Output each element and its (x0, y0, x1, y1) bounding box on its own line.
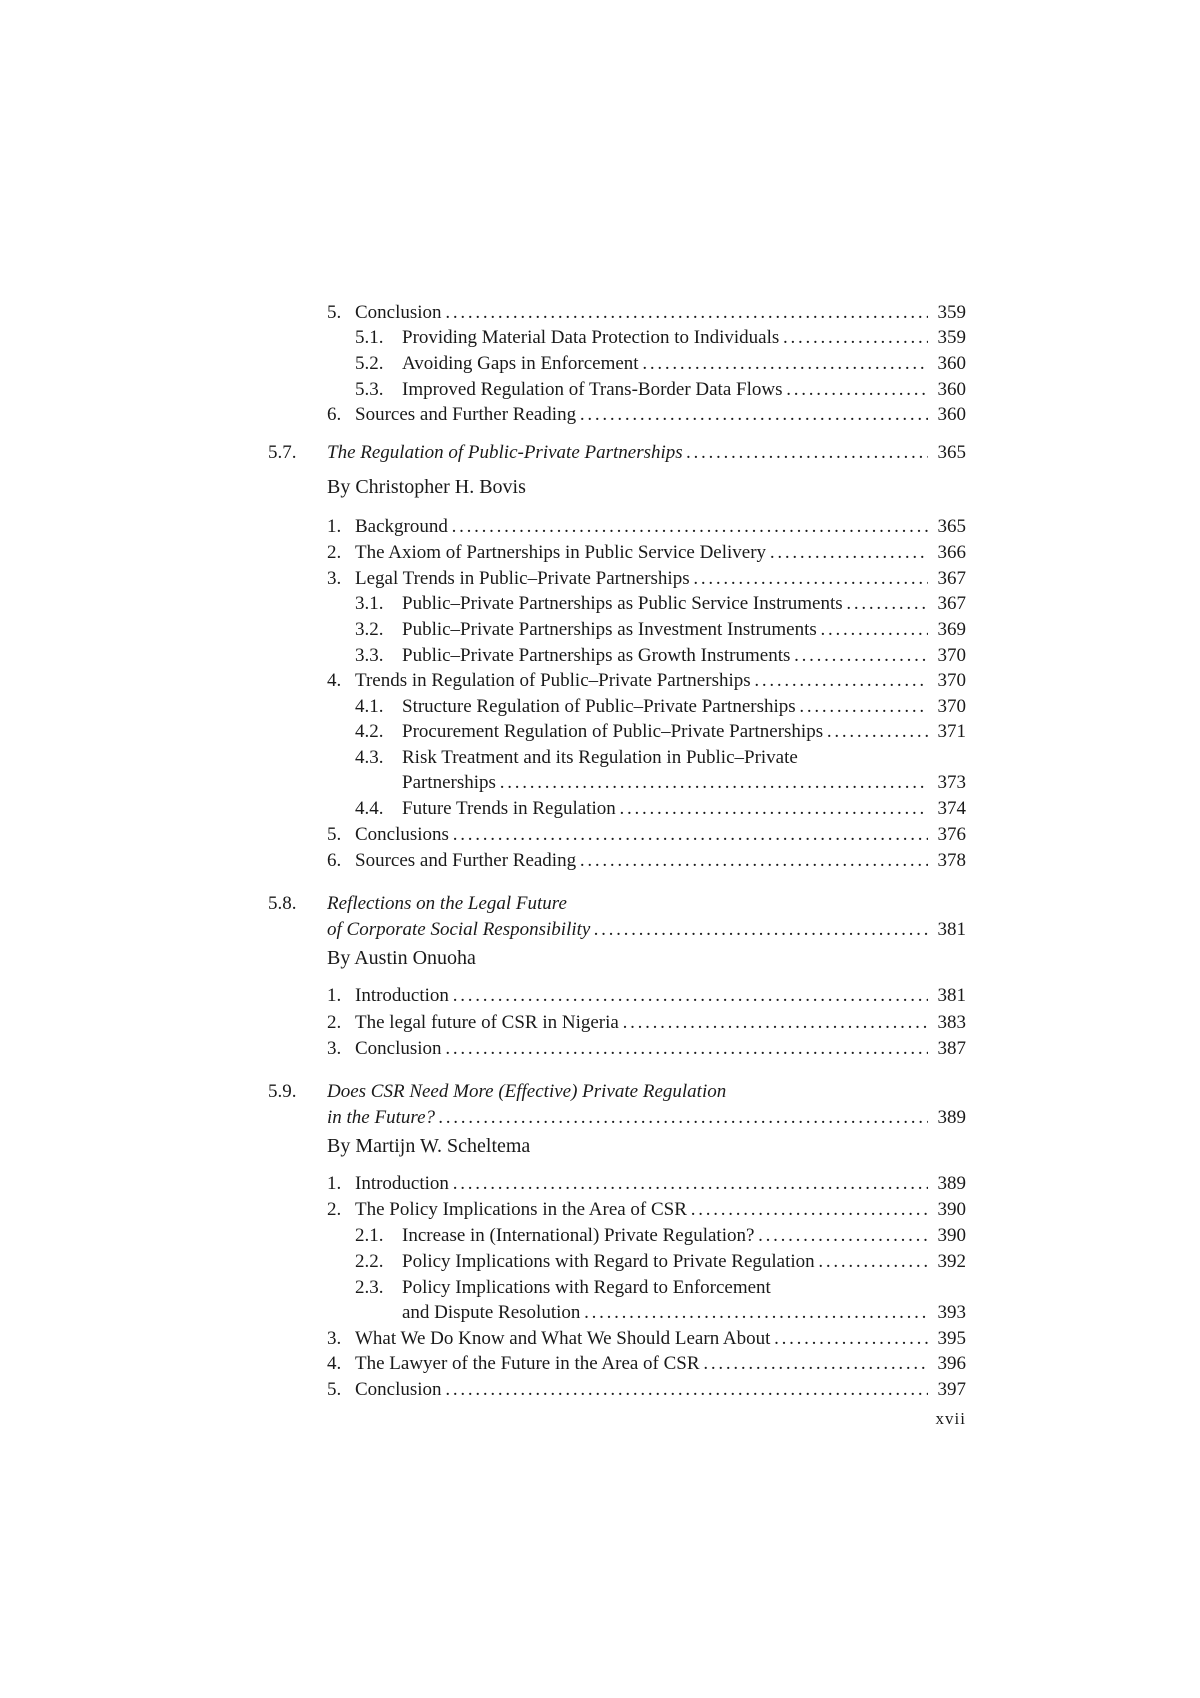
toc-entry[interactable] (0, 514, 1200, 540)
toc-entry[interactable] (0, 540, 1200, 566)
toc-entry[interactable] (0, 822, 1200, 848)
entry-title: Conclusion . . . (355, 1377, 928, 1403)
entry-page: 366 (937, 542, 966, 563)
entry-title: Avoiding Gaps in Enforcement . . . (402, 351, 928, 377)
entry-number: 4.1. (355, 696, 384, 717)
entry-title: What We Do Know and What We Should Learn About . . . (355, 1326, 928, 1352)
chapter-page: 389 (937, 1107, 966, 1128)
entry-number: 6. (327, 850, 342, 871)
entry-page: 390 (937, 1225, 966, 1246)
toc-entry[interactable] (0, 325, 1200, 351)
entry-number: 3.2. (355, 619, 384, 640)
entry-number: 5.3. (355, 379, 384, 400)
entry-title: The Lawyer of the Future in the Area of CSR . . . (355, 1351, 928, 1377)
toc-entry[interactable] (0, 719, 1200, 745)
entry-number: 2.1. (355, 1225, 384, 1246)
entry-page: 387 (937, 1038, 966, 1059)
entry-number: 3.1. (355, 593, 384, 614)
entry-title-continuation: and Dispute Resolution . . . (402, 1300, 928, 1326)
entry-number: 2. (327, 542, 342, 563)
chapter-page: 365 (937, 442, 966, 463)
entry-number: 4.3. (355, 747, 384, 768)
entry-number: 4.2. (355, 721, 384, 742)
entry-number: 2.2. (355, 1251, 384, 1272)
entry-title: Structure Regulation of Public–Private Partnerships . . . (402, 694, 928, 720)
toc-entry[interactable] (0, 1275, 1200, 1301)
entry-page: 381 (937, 985, 966, 1006)
entry-page: 390 (937, 1199, 966, 1220)
toc-entry-continuation (0, 770, 1200, 796)
entry-title: Policy Implications with Regard to Private Regulation . . . (402, 1249, 928, 1275)
entry-page: 370 (937, 670, 966, 691)
toc-entry[interactable] (0, 1010, 1200, 1036)
entry-title: Policy Implications with Regard to Enforcement (402, 1277, 771, 1298)
entry-number: 4. (327, 1353, 342, 1374)
chapter-title-line (0, 891, 1200, 917)
chapter-title: in the Future? . . . (327, 1105, 928, 1131)
entry-page: 378 (937, 850, 966, 871)
entry-title: Future Trends in Regulation . . . (402, 796, 928, 822)
entry-title: The legal future of CSR in Nigeria . . . (355, 1010, 928, 1036)
chapter-title-line (0, 917, 1200, 943)
entry-number: 2.3. (355, 1277, 384, 1298)
chapter-page: 381 (937, 919, 966, 940)
entry-title: Public–Private Partnerships as Investment Instruments . . . (402, 617, 928, 643)
entry-number: 5.2. (355, 353, 384, 374)
entry-number: 3.3. (355, 645, 384, 666)
author-name: By Christopher H. Bovis (327, 476, 526, 498)
entry-number: 2. (327, 1199, 342, 1220)
chapter-title-line (0, 1079, 1200, 1105)
toc-entry[interactable] (0, 1171, 1200, 1197)
entry-title: The Policy Implications in the Area of CSR . . . (355, 1197, 928, 1223)
entry-number: 3. (327, 568, 342, 589)
chapter-author (0, 474, 1200, 500)
entry-page: 376 (937, 824, 966, 845)
entry-page: 360 (937, 404, 966, 425)
entry-number: 5. (327, 302, 342, 323)
chapter-title-line (0, 440, 1200, 466)
chapter-title: of Corporate Social Responsibility . . . (327, 917, 928, 943)
toc-entry[interactable] (0, 643, 1200, 669)
entry-page: 370 (937, 696, 966, 717)
entry-page: 367 (937, 568, 966, 589)
chapter-number: 5.7. (268, 442, 297, 463)
toc-entry[interactable] (0, 983, 1200, 1009)
entry-page: 367 (937, 593, 966, 614)
entry-page: 365 (937, 516, 966, 537)
toc-entry[interactable] (0, 351, 1200, 377)
entry-title: The Axiom of Partnerships in Public Service Delivery . . . (355, 540, 928, 566)
entry-title: Background . . . (355, 514, 928, 540)
entry-title: Public–Private Partnerships as Public Service Instruments . . . (402, 591, 928, 617)
chapter-title: The Regulation of Public-Private Partnerships . . . (327, 440, 928, 466)
entry-page: 392 (937, 1251, 966, 1272)
entry-title: Increase in (International) Private Regulation? . . . (402, 1223, 928, 1249)
chapter-author (0, 945, 1200, 971)
entry-page: 395 (937, 1328, 966, 1349)
toc-entry[interactable] (0, 1377, 1200, 1403)
toc-entry[interactable] (0, 591, 1200, 617)
toc-entry[interactable] (0, 1249, 1200, 1275)
entry-number: 5. (327, 1379, 342, 1400)
chapter-title-line (0, 1105, 1200, 1131)
entry-title: Public–Private Partnerships as Growth Instruments . . . (402, 643, 928, 669)
chapter-number: 5.8. (268, 893, 297, 914)
entry-page: 359 (937, 327, 966, 348)
entry-page: 369 (937, 619, 966, 640)
entry-page: 371 (937, 721, 966, 742)
entry-title: Conclusion . . . (355, 1036, 928, 1062)
page-number: xvii (935, 1409, 966, 1428)
toc-entry[interactable] (0, 1223, 1200, 1249)
toc-entry[interactable] (0, 796, 1200, 822)
entry-page: 383 (937, 1012, 966, 1033)
entry-title: Introduction . . . (355, 1171, 928, 1197)
entry-page: 359 (937, 302, 966, 323)
entry-title: Procurement Regulation of Public–Private Partnerships . . . (402, 719, 928, 745)
toc-entry[interactable] (0, 1036, 1200, 1062)
toc-entry[interactable] (0, 745, 1200, 771)
entry-page: 397 (937, 1379, 966, 1400)
chapter-title: Reflections on the Legal Future (327, 893, 567, 914)
entry-title: Providing Material Data Protection to Individuals . . . (402, 325, 928, 351)
chapter-title: Does CSR Need More (Effective) Private Regulation (327, 1081, 727, 1102)
entry-title: Legal Trends in Public–Private Partnerships . . . (355, 566, 928, 592)
toc-entry[interactable] (0, 1351, 1200, 1377)
toc-entry-continuation (0, 1300, 1200, 1326)
toc-entry[interactable] (0, 1197, 1200, 1223)
entry-page: 370 (937, 645, 966, 666)
entry-number: 5.1. (355, 327, 384, 348)
toc-entry[interactable] (0, 694, 1200, 720)
toc-entry[interactable] (0, 1326, 1200, 1352)
toc-entry[interactable] (0, 566, 1200, 592)
entry-page: 374 (937, 798, 966, 819)
entry-number: 1. (327, 985, 342, 1006)
entry-number: 3. (327, 1038, 342, 1059)
entry-title-continuation: Partnerships . . . (402, 770, 928, 796)
author-name: By Austin Onuoha (327, 947, 476, 969)
toc-entry[interactable] (0, 617, 1200, 643)
entry-page: 373 (937, 772, 966, 793)
entry-title: Trends in Regulation of Public–Private Partnerships . . . (355, 668, 928, 694)
entry-page: 360 (937, 379, 966, 400)
toc-entry[interactable] (0, 848, 1200, 874)
entry-page: 396 (937, 1353, 966, 1374)
entry-number: 4.4. (355, 798, 384, 819)
entry-title: Introduction . . . (355, 983, 928, 1009)
toc-entry[interactable] (0, 402, 1200, 428)
entry-number: 1. (327, 1173, 342, 1194)
entry-title: Conclusions . . . (355, 822, 928, 848)
toc-entry[interactable] (0, 668, 1200, 694)
entry-title: Improved Regulation of Trans-Border Data Flows . . . (402, 377, 928, 403)
chapter-author (0, 1133, 1200, 1159)
entry-page: 360 (937, 353, 966, 374)
entry-page: 393 (937, 1302, 966, 1323)
entry-title: Conclusion . . . (355, 300, 928, 326)
entry-number: 5. (327, 824, 342, 845)
entry-number: 4. (327, 670, 342, 691)
entry-number: 6. (327, 404, 342, 425)
entry-title: Risk Treatment and its Regulation in Public–Private (402, 747, 798, 768)
entry-title: Sources and Further Reading . . . (355, 402, 928, 428)
entry-number: 2. (327, 1012, 342, 1033)
entry-page: 389 (937, 1173, 966, 1194)
entry-number: 1. (327, 516, 342, 537)
chapter-number: 5.9. (268, 1081, 297, 1102)
toc-entry[interactable] (0, 377, 1200, 403)
entry-number: 3. (327, 1328, 342, 1349)
entry-title: Sources and Further Reading . . . (355, 848, 928, 874)
author-name: By Martijn W. Scheltema (327, 1135, 531, 1157)
toc-entry[interactable] (0, 300, 1200, 326)
